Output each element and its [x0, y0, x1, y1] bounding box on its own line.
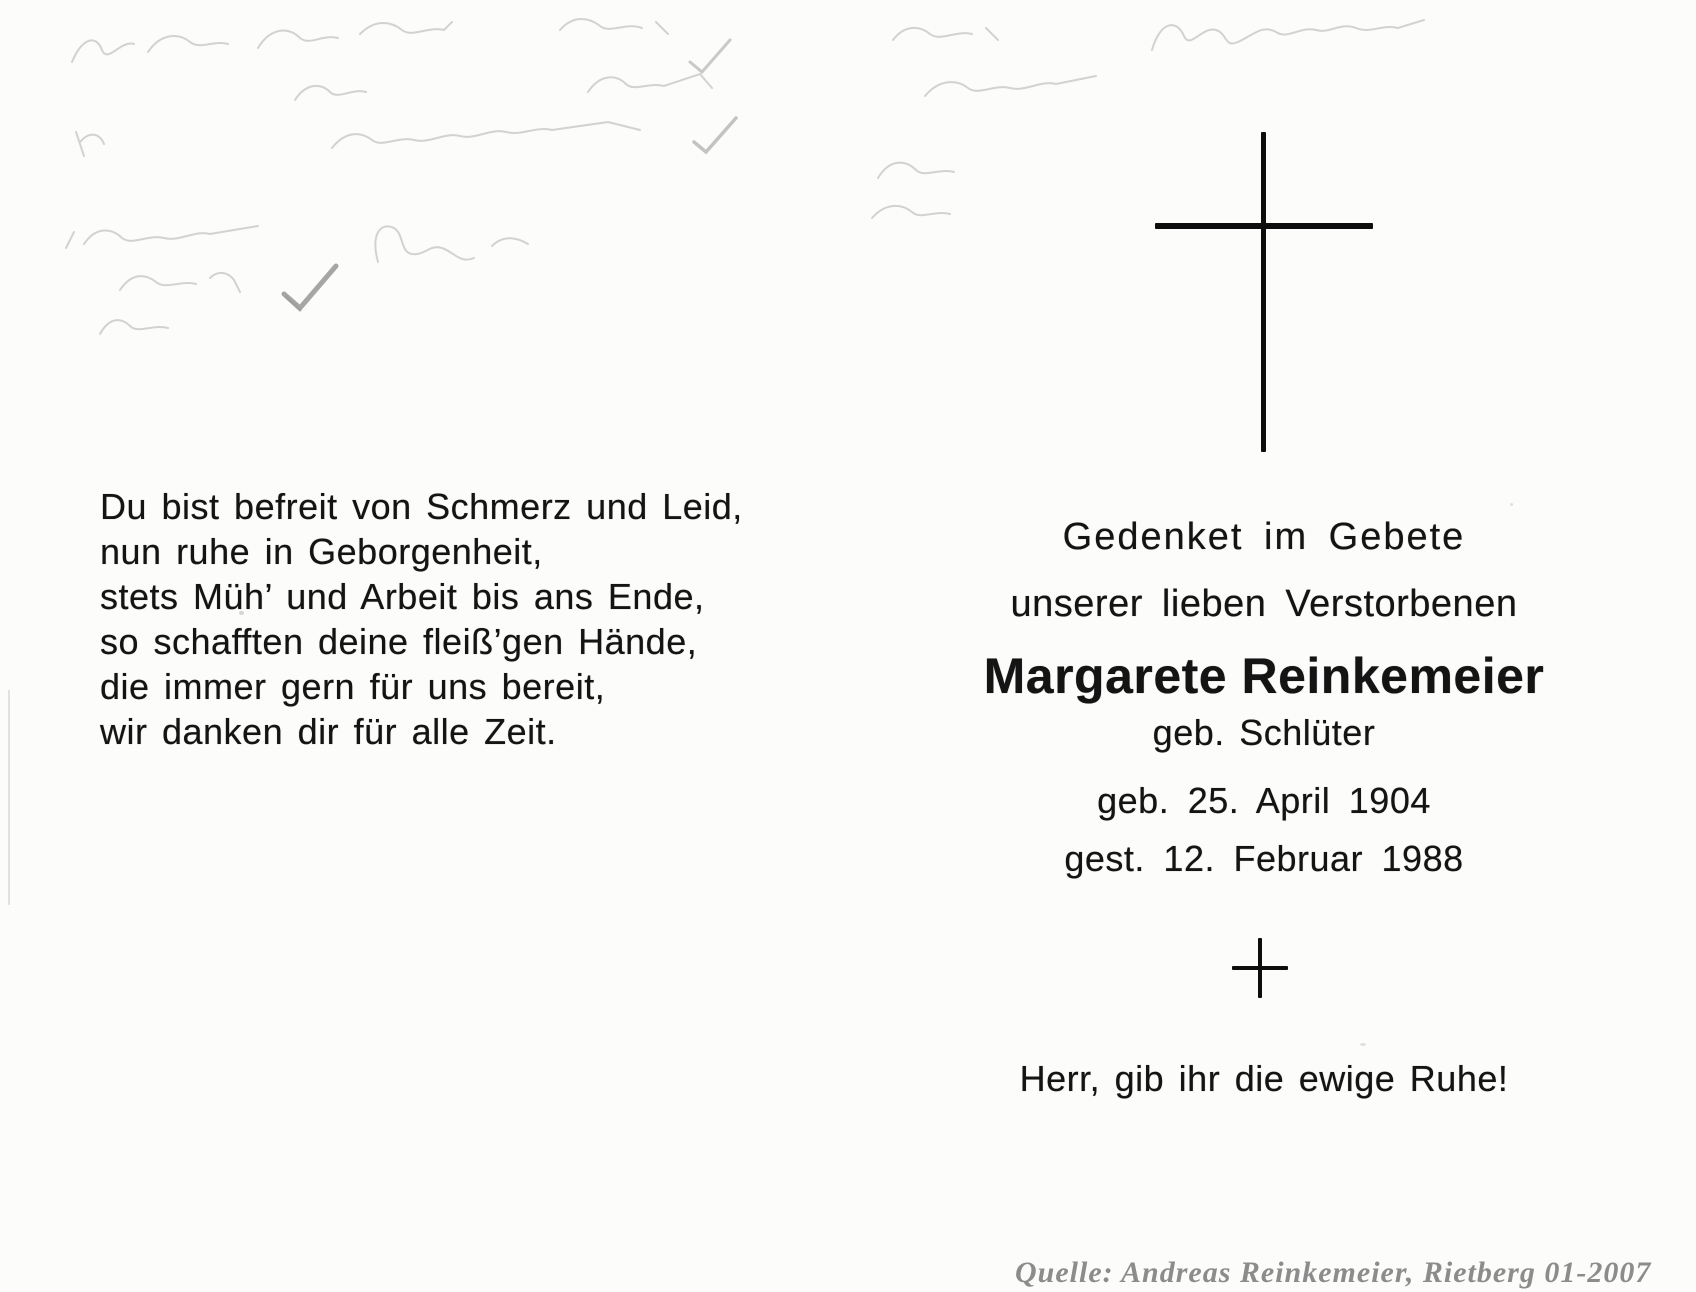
maiden-name-line: geb. Schlüter — [1152, 712, 1376, 753]
pencil-scribble — [878, 163, 954, 178]
scan-speck — [1510, 503, 1513, 506]
pencil-scribble — [120, 273, 240, 292]
pencil-scribble — [72, 36, 228, 62]
source-credit: Quelle: Andreas Reinkemeier, Rietberg 01-2007 — [1015, 1256, 1652, 1289]
pencil-checkmark — [694, 118, 736, 152]
pencil-scribble — [872, 206, 950, 218]
pencil-scribble — [258, 31, 338, 48]
pencil-checkmark — [690, 40, 730, 72]
poem-line: nun ruhe in Geborgenheit, — [100, 531, 543, 572]
pencil-scribble — [1152, 20, 1424, 50]
pencil-scribble — [295, 86, 366, 100]
cross-horizontal-bar — [1155, 223, 1373, 229]
poem-line: wir danken dir für alle Zeit. — [100, 711, 557, 752]
pencil-annotations — [0, 0, 1696, 500]
pencil-scribble — [332, 122, 640, 148]
pencil-checkmark — [286, 297, 300, 310]
poem-line: so schafften deine fleiß’gen Hände, — [100, 621, 698, 662]
pencil-scribble — [560, 19, 668, 34]
cross-horizontal-bar — [1232, 966, 1288, 970]
poem-line: die immer gern für uns bereit, — [100, 666, 606, 707]
pencil-checkmark — [284, 266, 336, 308]
scan-speck — [1360, 1043, 1366, 1046]
pencil-scribble — [76, 132, 104, 156]
pencil-scribble — [375, 226, 528, 262]
closing-prayer-line: Herr, gib ihr die ewige Ruhe! — [1019, 1058, 1509, 1099]
cross-vertical-bar — [1261, 132, 1266, 452]
pencil-scribble — [588, 74, 712, 92]
scan-edge-artifact — [8, 690, 10, 905]
poem-line: Du bist befreit von Schmerz und Leid, — [100, 486, 743, 527]
pencil-scribble — [893, 28, 998, 40]
death-date-line: gest. 12. Februar 1988 — [1064, 838, 1464, 879]
poem-line: stets Müh’ und Arbeit bis ans Ende, — [100, 576, 705, 617]
dedication-line: unserer lieben Verstorbenen — [1010, 583, 1518, 625]
pencil-scribble — [100, 320, 168, 334]
pencil-scribble — [66, 226, 258, 248]
pencil-scribble — [925, 76, 1096, 96]
prayer-call-line: Gedenket im Gebete — [1062, 516, 1466, 558]
memorial-poem — [100, 484, 760, 754]
deceased-name: Margarete Reinkemeier — [983, 648, 1545, 704]
birth-date-line: geb. 25. April 1904 — [1097, 780, 1431, 821]
pencil-scribble — [360, 22, 452, 34]
